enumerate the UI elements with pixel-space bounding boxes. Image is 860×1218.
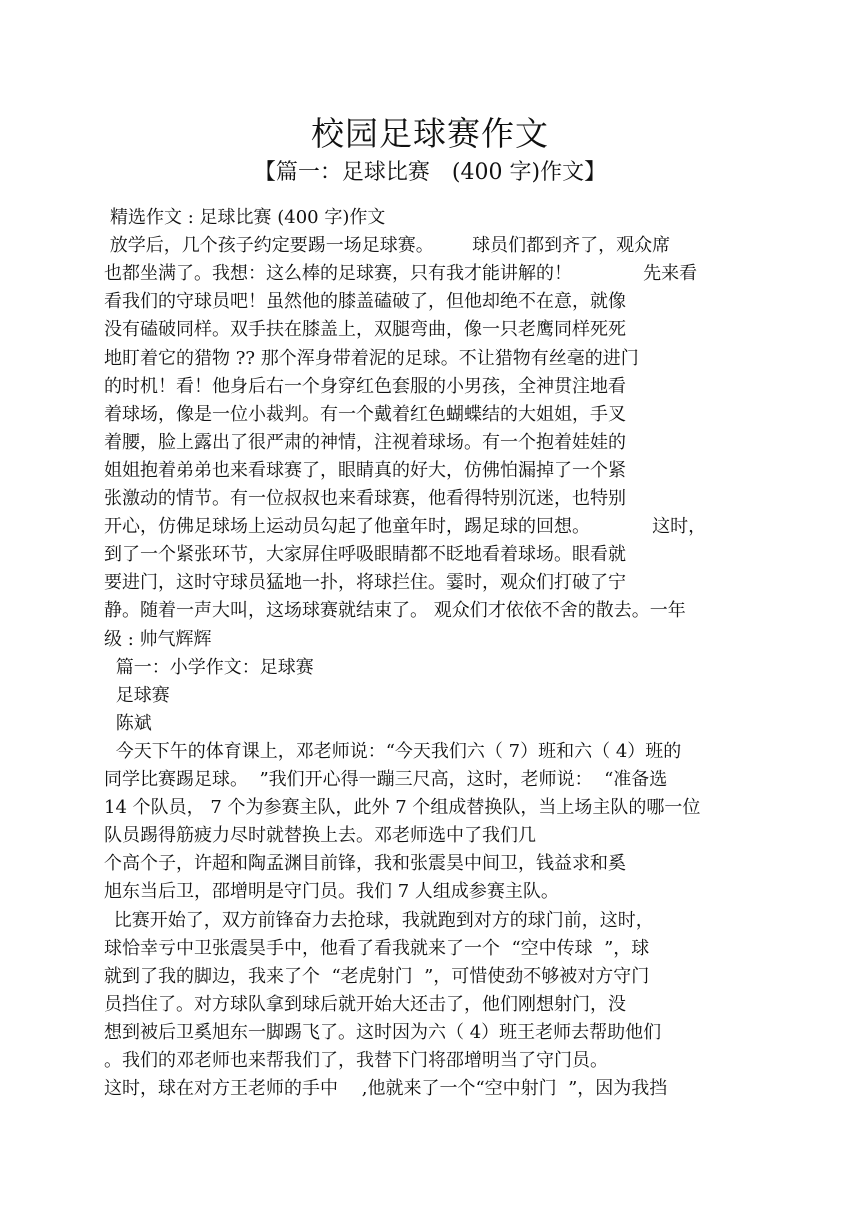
text-line: 放学后，几个孩子约定要踢一场足球赛。 球员们都到齐了，观众席 xyxy=(104,235,671,256)
text-line: 想到被后卫奚旭东一脚踢飞了。这时因为六（ 4）班王老师去帮助他们 xyxy=(104,1022,662,1043)
section-heading: 【篇一：足球比赛 (400 字)作文】 xyxy=(253,160,607,185)
text-line: 旭东当后卫，邵增明是守门员。我们 7 人组成参赛主队。 xyxy=(104,881,559,902)
text-line: 队员踢得筋疲力尽时就替换上去。邓老师选中了我们几 xyxy=(104,825,536,846)
text-line: 着腰，脸上露出了很严肃的神情，注视着球场。有一个抱着娃娃的 xyxy=(104,432,626,453)
text-line: 。我们的邓老师也来帮我们了，我替下门将邵增明当了守门员。 xyxy=(104,1050,608,1071)
text-line: 篇一：小学作文：足球赛 xyxy=(110,657,314,678)
text-line: 陈斌 xyxy=(110,713,152,734)
text-line: 静。随着一声大叫，这场球赛就结束了。 观众们才依依不舍的散去。一年 xyxy=(104,600,686,621)
text-line: 员挡住了。对方球队拿到球后就开始大还击了，他们刚想射门，没 xyxy=(104,994,626,1015)
text-line: 看我们的守球员吧！虽然他的膝盖磕破了，但他却绝不在意，就像 xyxy=(104,291,626,312)
text-line: 个高个子，许超和陶孟渊目前锋，我和张震昊中间卫，钱益求和奚 xyxy=(104,853,626,874)
text-line: 球恰幸亏中卫张震昊手中，他看了看我就来了一个 “空中传球 ”，球 xyxy=(104,938,650,959)
page-title: 校园足球赛作文 xyxy=(311,114,549,153)
text-line: 这时，球在对方王老师的手中 ,他就来了一个“空中射门 ”，因为我挡 xyxy=(104,1078,668,1099)
text-line: 比赛开始了，双方前锋奋力去抢球，我就跑到对方的球门前，这时， xyxy=(108,910,654,931)
text-line: 没有磕破同样。双手扶在膝盖上，双腿弯曲，像一只老鹰同样死死 xyxy=(104,319,626,340)
text-line: 着球场，像是一位小裁判。有一个戴着红色蝴蝶结的大姐姐，手叉 xyxy=(104,404,626,425)
text-line: 就到了我的脚边，我来了个 “老虎射门 ”，可惜使劲不够被对方守门 xyxy=(104,966,650,987)
text-line: 14 个队员， 7 个为参赛主队，此外 7 个组成替换队，当上场主队的哪一位 xyxy=(104,797,701,818)
text-line: 同学比赛踢足球。 ”我们开心得一蹦三尺高，这时，老师说： “准备选 xyxy=(104,769,668,790)
text-line: 姐姐抱着弟弟也来看球赛了，眼睛真的好大，仿佛怕漏掉了一个紧 xyxy=(104,460,626,481)
text-line: 精选作文 : 足球比赛 (400 字)作文 xyxy=(110,207,386,228)
text-line: 到了一个紧张环节，大家屏住呼吸眼睛都不眨地看着球场。眼看就 xyxy=(104,544,626,565)
text-line: 级 : 帅气辉辉 xyxy=(104,629,212,650)
text-line: 开心，仿佛足球场上运动员勾起了他童年时，踢足球的回想。 这时， xyxy=(104,516,707,537)
text-line: 地盯着它的猎物 ?? 那个浑身带着泥的足球。不让猎物有丝毫的进门 xyxy=(104,348,639,369)
text-line: 的时机！看！他身后右一个身穿红色套服的小男孩，全神贯注地看 xyxy=(104,376,626,397)
text-line: 足球赛 xyxy=(110,685,170,706)
text-line: 要进门，这时守球员猛地一扑，将球拦住。霎时，观众们打破了宁 xyxy=(104,572,626,593)
text-line: 张激动的情节。有一位叔叔也来看球赛，他看得特别沉迷，也特别 xyxy=(104,488,626,509)
text-line: 今天下午的体育课上，邓老师说：“今天我们六（ 7）班和六（ 4）班的 xyxy=(110,741,682,762)
text-line: 也都坐满了。我想：这么棒的足球赛，只有我才能讲解的！ 先来看 xyxy=(104,263,698,284)
